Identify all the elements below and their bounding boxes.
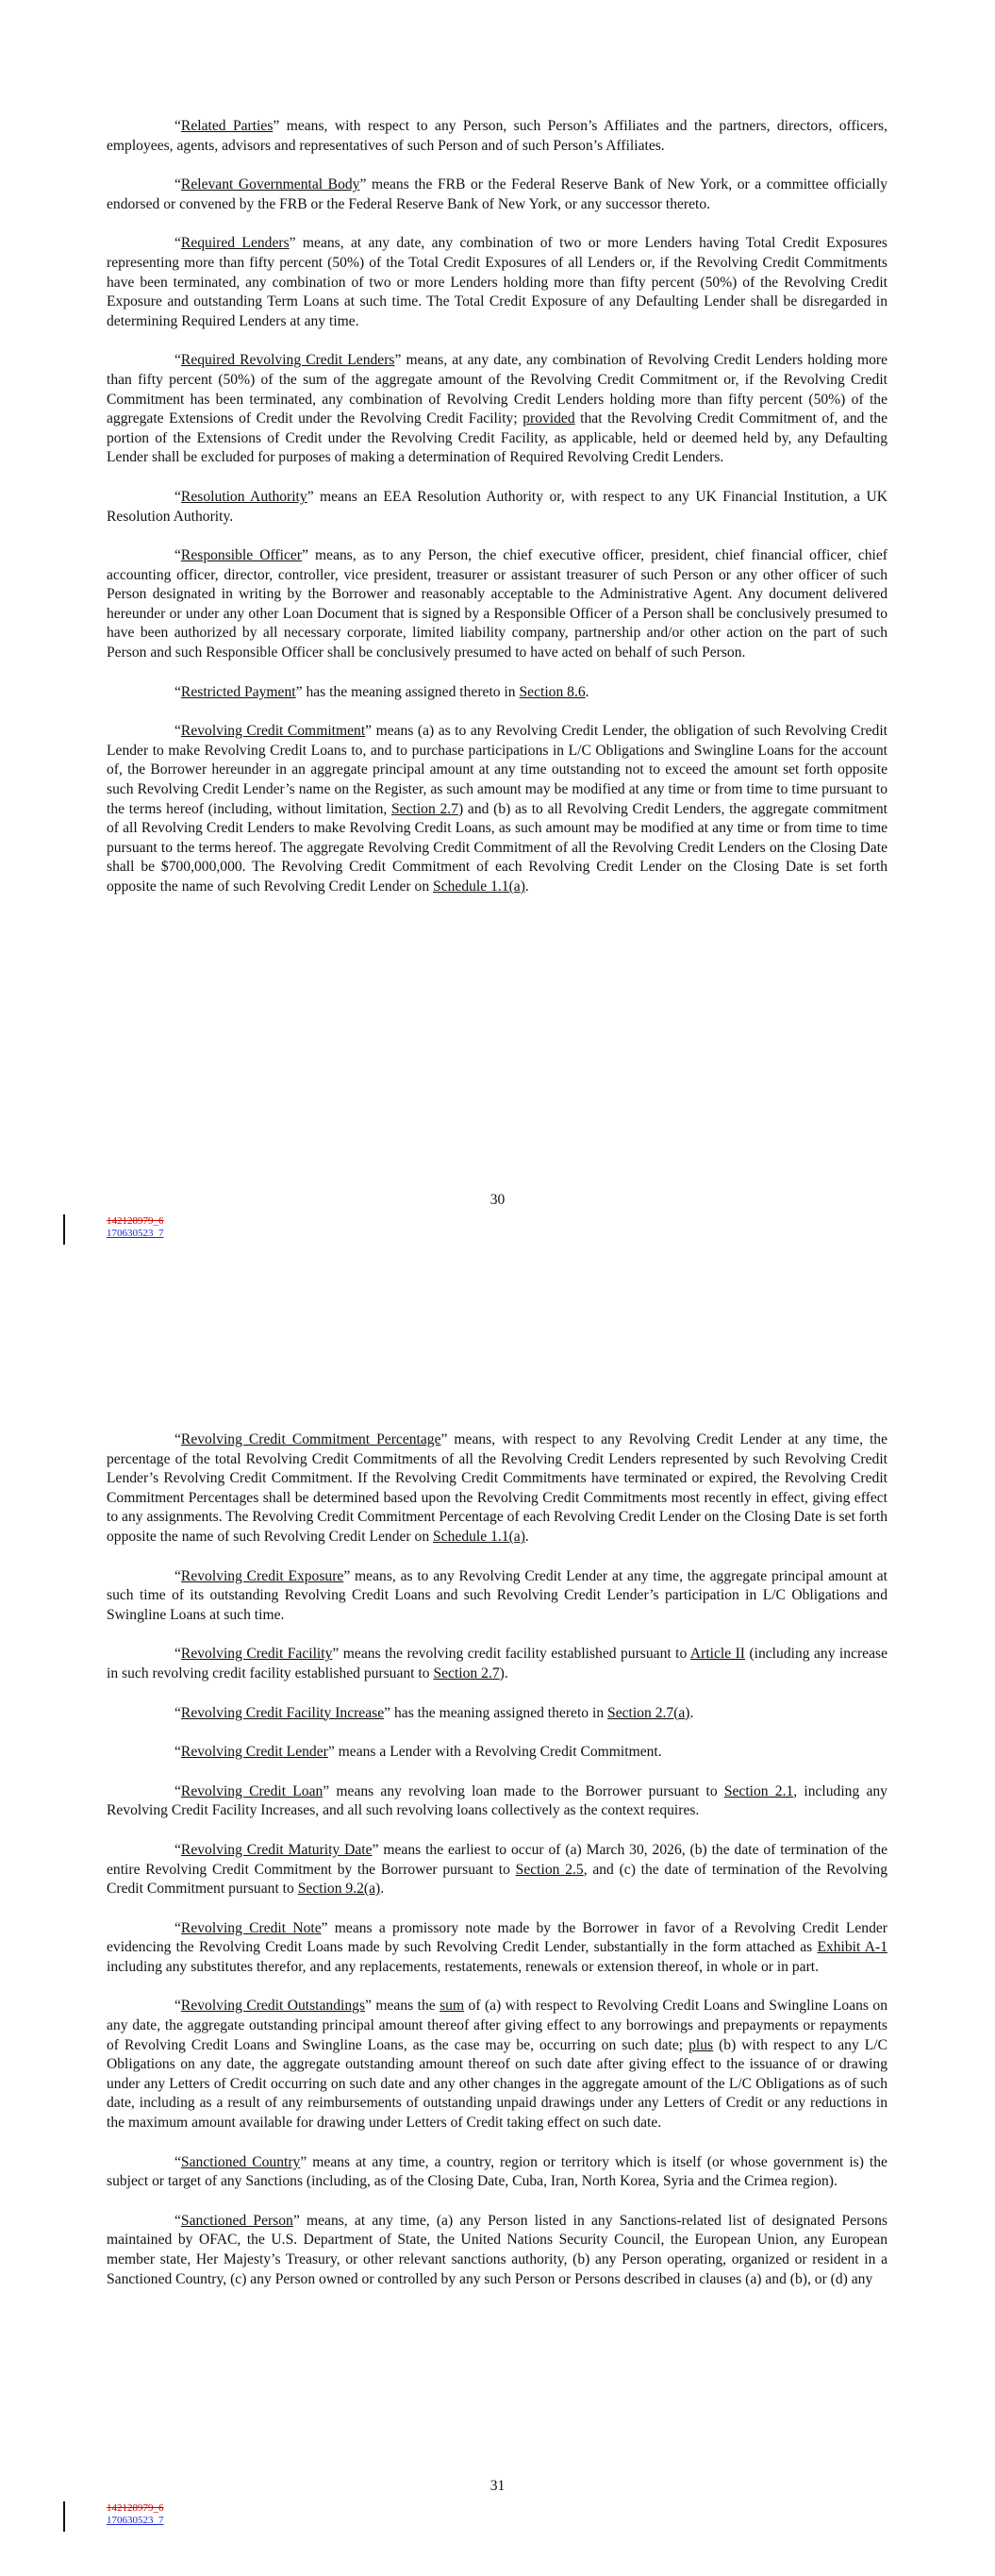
defined-term: Revolving Credit Loan [180,1782,323,1799]
defined-term: Sanctioned Person [180,2212,293,2229]
defined-term: Revolving Credit Outstandings [180,1998,366,2015]
emphasis-term: plus [688,2036,714,2053]
deleted-document-id: 142128979_6 [107,1215,164,1227]
inserted-document-id: 170630523_7 [107,1228,164,1239]
definition-paragraph: “Revolving Credit Exposure” means, as to any Revolving Credit Lender at any time, the aggregate principal amount at such time of its outstanding Revolving Credit Loans and such Revolving Credit Lender’s participation in L/C Obligations and Swingline Loans at such time. [107,1567,888,1623]
schedule-reference: Schedule 1.1(a) [433,1528,525,1545]
definition-paragraph: “Revolving Credit Lender” means a Lender with a Revolving Credit Commitment. [174,1744,662,1761]
page-body [107,117,887,917]
defined-term: Revolving Credit Maturity Date [180,1841,373,1858]
definition-paragraph: “Revolving Credit Facility” means the revolving credit facility established pursuant to Article II (including any increase in such revolving credit facility established pursuant to Section 2.7). [107,1646,888,1681]
defined-term: Revolving Credit Facility [180,1646,333,1663]
definition-paragraph: “Relevant Governmental Body” means the FRB or the Federal Reserve Bank of New York, or a committee officially endorsed or convened by the FRB or the Federal Reserve Bank of New York, or any successor thereto. [107,176,887,212]
definition-paragraph: “Required Lenders” means, at any date, any combination of two or more Lenders having Total Credit Exposures representing more than fifty percent (50%) of the Total Credit Exposures of all Lenders or, if the Revolving Credit Commitments have been terminated, any combination of two or more Lenders holding more than fifty percent (50%) of the Revolving Credit Exposure and outstanding Term Loans at such time. The Total Credit Exposure of any Defaulting Lender shall be disregarded in determining Required Lenders at any time. [107,235,887,329]
article-reference: Article II [689,1646,745,1663]
document-page [0,1288,995,2576]
section-reference: Section 2.7 [433,1664,500,1681]
definition-paragraph: “Restricted Payment” has the meaning assigned thereto in Section 8.6. [174,683,589,700]
emphasis-term: sum [439,1998,465,2015]
defined-term: Revolving Credit Commitment [180,723,366,740]
section-reference: Section 8.6 [519,683,586,700]
definition-paragraph: “Responsible Officer” means, as to any Person, the chief executive officer, president, chief financial officer, chief accounting officer, director, controller, vice president, treasurer or assistant treasurer of such Person or any other officer of such Person designated in writing by the Borrower and reasonably acceptable to the Administrative Agent. Any document delivered hereunder or under any other Loan Document that is signed by a Responsible Officer of a Person shall be conclusively presumed to have been authorized by all necessary corporate, limited liability company, partnership and/or other action on the part of such Person and such Responsible Officer shall be conclusively presumed to have acted on behalf of such Person. [107,547,887,661]
definition-paragraph: “Revolving Credit Facility Increase” has the meaning assigned thereto in Section 2.7(a). [174,1704,694,1721]
defined-term: Restricted Payment [180,683,296,700]
defined-term: Responsible Officer [180,547,302,564]
section-reference: Section 2.5 [515,1861,584,1878]
section-reference: Section 2.1 [723,1782,794,1799]
definition-paragraph: “Revolving Credit Loan” means any revolving loan made to the Borrower pursuant to Section 2.1, including any Revolving Credit Facility Increases, and all such revolving loans collectively as the context requires. [107,1782,887,1819]
defined-term: Related Parties [180,118,274,134]
definition-paragraph: “Resolution Authority” means an EEA Resolution Authority or, with respect to any UK Financial Institution, a UK Resolution Authority. [107,488,887,525]
deleted-document-id: 142128979_6 [107,2502,164,2514]
defined-term: Revolving Credit Lender [180,1744,328,1761]
section-reference: Section 2.7 [391,800,458,817]
definition-paragraph: “Revolving Credit Maturity Date” means the earliest to occur of (a) March 30, 2026, (b) the date of termination of the entire Revolving Credit Commitment by the Borrower pursuant to Section 2.5, and (c) the date of termination of the Revolving Credit Commitment pursuant to Section 9.2(a). [107,1841,887,1898]
defined-term: Revolving Credit Facility Increase [180,1704,385,1721]
inserted-document-id: 170630523_7 [107,2515,164,2526]
definition-paragraph: “Related Parties” means, with respect to any Person, such Person’s Affiliates and the partners, directors, officers, employees, agents, advisors and representatives of such Person and of such Person’s Affiliates. [107,118,887,154]
definition-paragraph: “Revolving Credit Outstandings” means the sum of (a) with respect to Revolving Credit Loans and Swingline Loans on any date, the aggregate outstanding principal amount thereof after giving effect to any borrowings and prepayments or repayments of Revolving Credit Loans and Swingline Loans, as the case may be, occurring on such date; plus (b) with respect to any L/C Obligations on any date, the aggregate outstanding amount thereof on such date after giving effect to the issuance of or drawing under any Letters of Credit occurring on such date and any other changes in the aggregate amount of the L/C Obligations as of such date, including as a result of any reimbursements of outstanding unpaid drawings under any Letters of Credit or any reductions in the maximum amount available for drawing under Letters of Credit taking effect on such date. [107,1998,887,2132]
definition-paragraph: “Revolving Credit Commitment Percentage” means, with respect to any Revolving Credit Lender at any time, the percentage of the total Revolving Credit Commitments of all the Revolving Credit Lenders represented by such Revolving Credit Lender’s Revolving Credit Commitment. If the Revolving Credit Commitments have terminated or expired, the Revolving Credit Commitment Percentages shall be determined based upon the Revolving Credit Commitments most recently in effect, giving effect to any assignments. The Revolving Credit Commitment Percentage of each Revolving Credit Lender on the Closing Date is set forth opposite the name of such Revolving Credit Lender on Schedule 1.1(a). [107,1431,887,1545]
defined-term: Required Revolving Credit Lenders [180,352,395,369]
defined-term: Revolving Credit Note [180,1919,322,1936]
definition-paragraph: “Revolving Credit Note” means a promissory note made by the Borrower in favor of a Revolving Credit Lender evidencing the Revolving Credit Loans made by such Revolving Credit Lender, substantially in the form attached as Exhibit A-1 including any substitutes therefor, and any replacements, restatements, renewals or extension thereof, in whole or in part. [107,1919,887,1975]
section-reference: Section 9.2(a) [297,1881,381,1898]
document-id-footer [107,2502,164,2527]
defined-term: Relevant Governmental Body [180,176,360,193]
section-reference: Section 2.7(a) [607,1704,690,1721]
exhibit-reference: Exhibit A-1 [817,1939,887,1956]
defined-term: Revolving Credit Exposure [180,1567,344,1584]
defined-term: Resolution Authority [180,488,307,505]
definition-paragraph: “Revolving Credit Commitment” means (a) as to any Revolving Credit Lender, the obligation of such Revolving Credit Lender to make Revolving Credit Loans to, and to purchase participations in L/C Obligations and Swingline Loans for the account of, the Borrower hereunder in an aggregate principal amount at any time outstanding not to exceed the amount set forth opposite such Revolving Credit Lender’s name on the Register, as such amount may be modified at any time or from time to time pursuant to the terms hereof (including, without limitation, Section 2.7) and (b) as to all Revolving Credit Lenders, the aggregate commitment of all Revolving Credit Lenders to make Revolving Credit Loans, as such amount may be modified at any time or from time to time pursuant to the terms hereof. The aggregate Revolving Credit Commitment of all the Revolving Credit Lenders on the Closing Date shall be $700,000,000. The Revolving Credit Commitment of each Revolving Credit Lender on the Closing Date is set forth opposite the name of such Revolving Credit Lender on Schedule 1.1(a). [107,723,888,895]
document-id-footer [107,1215,164,1240]
defined-term: Required Lenders [180,235,290,252]
defined-term: Sanctioned Country [180,2153,301,2170]
schedule-reference: Schedule 1.1(a) [433,878,525,895]
definition-paragraph: “Sanctioned Person” means, at any time, (a) any Person listed in any Sanctions-related list of designated Persons maintained by OFAC, the U.S. Department of State, the United Nations Security Council, the European Union, any European member state, Her Majesty’s Treasury, or other relevant sanctions authority, (b) any Person operating, organized or resident in a Sanctioned Country, (c) any Person owned or controlled by any such Person or Persons described in clauses (a) and (b), or (d) any [107,2212,887,2287]
page-number: 30 [489,1192,506,1208]
definition-paragraph: “Required Revolving Credit Lenders” means, at any date, any combination of Revolving Credit Lenders holding more than fifty percent (50%) of the sum of the aggregate amount of the Revolving Credit Commitment or, if the Revolving Credit Commitment has been terminated, any combination of Revolving Credit Lenders holding more than fifty percent (50%) of the aggregate Extensions of Credit under the Revolving Credit Facility; provided that the Revolving Credit Commitment of, and the portion of the Extensions of Credit under the Revolving Credit Facility, as applicable, held or deemed held by, any Defaulting Lender shall be excluded for purposes of making a determination of Required Revolving Credit Lenders. [107,352,887,466]
page-body [107,1430,887,2309]
defined-term: Revolving Credit Commitment Percentage [180,1431,441,1447]
emphasis-term: provided [522,410,575,427]
page-number: 31 [489,2478,506,2494]
definition-paragraph: “Sanctioned Country” means at any time, a country, region or territory which is itself (or whose government is) the subject or target of any Sanctions (including, as of the Closing Date, Cuba, Iran, North Korea, Syria and the Crimea region). [107,2153,887,2190]
change-bar [63,2501,65,2532]
change-bar [63,1214,65,1245]
